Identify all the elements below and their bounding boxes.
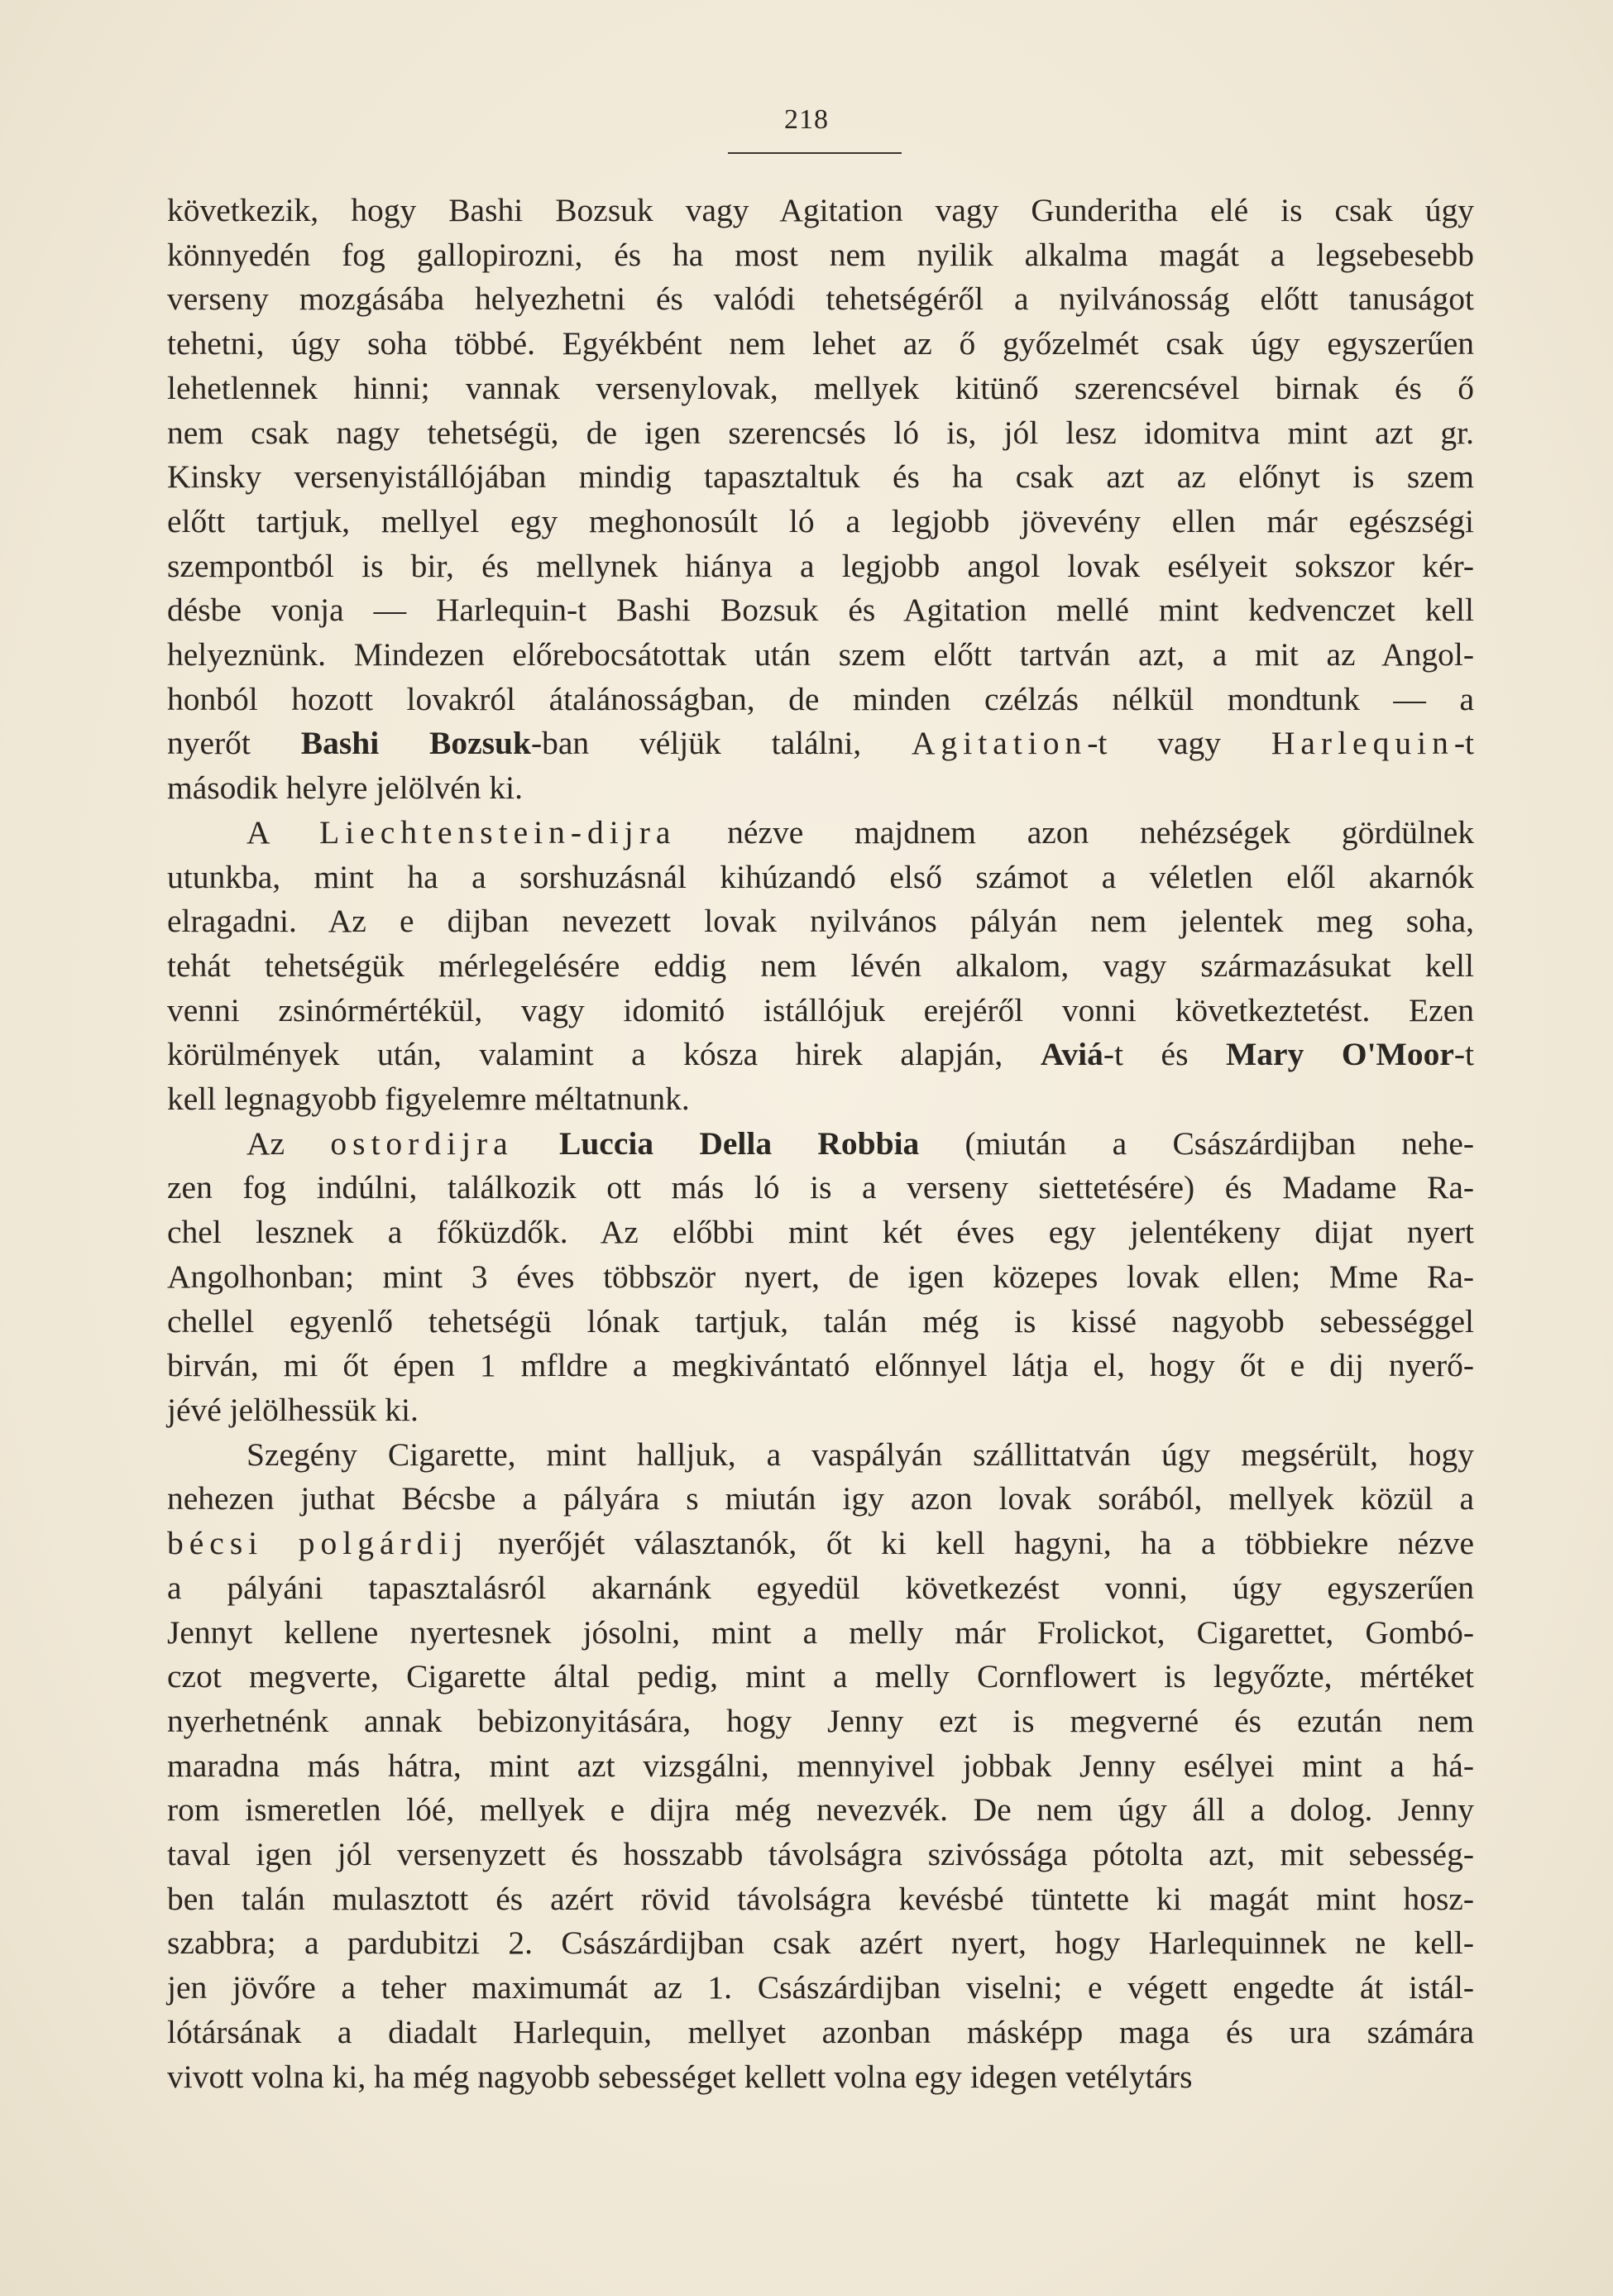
text-line: tehát tehetségük mérlegelésére eddig nem lévén alkalom, vagy származásukat kell [167,947,1474,984]
text-line [167,811,1474,856]
text-segment: -t és [1103,1036,1226,1073]
text-line: tehetni, úgy soha többé. Egyékbént nem lehet az ő győzelmét csak úgy egyszerűen [167,325,1474,362]
bold-name: Luccia Della Robbia [558,1124,920,1162]
spaced-term: Liechtenstein-dijra [319,813,677,851]
text-line [167,1522,1474,1566]
text-line: lehetlennek hinni; vannak versenylovak, mellyek kitünő szerencsével birnak és ő [167,369,1474,406]
text-line [167,1122,1474,1167]
text-line: Jennyt kellene nyertesnek jósolni, mint a melly már Frolickot, Cigarettet, Gombó- [167,1613,1474,1651]
text-line: a pályáni tapasztalásról akarnánk egyedül következést vonni, úgy egyszerűen [167,1569,1474,1606]
text-line: czot megverte, Cigarette által pedig, mint a melly Cornflowert is legyőzte, mértéket [167,1658,1474,1695]
text-line: Angolhonban; mint 3 éves többször nyert, de igen közepes lovak ellen; Mme Ra- [167,1258,1474,1295]
spaced-term: Agitation [912,725,1088,762]
text-segment: -ban véljük találni, [530,725,912,762]
bold-name: Aviá [1040,1036,1103,1073]
text-line: vivott volna ki, ha még nagyobb sebességet kellett volna egy idegen vetélytárs [167,2058,1193,2095]
text-line: nehezen juthat Bécsbe a pályára s miután igy azon lovak sorából, mellyek közül a [167,1480,1474,1517]
text-line: venni zsinórmértékül, vagy idomitó istállójuk erejéről vonni következtetést. Ezen [167,991,1474,1028]
text-segment: -t [1453,1036,1475,1073]
text-line: szempontból is bir, és mellynek hiánya a legjobb angol lovak esélyeit sokszor kér- [167,547,1474,584]
text-line: következik, hogy Bashi Bozsuk vagy Agitation vagy Gunderitha elé is csak úgy [167,192,1474,228]
text-line: désbe vonja — Harlequin-t Bashi Bozsuk és Agitation mellé mint kedvenczet kell [167,592,1474,629]
text-line: ben talán mulasztott és azért rövid távolságra kevésbé tüntette ki magát mint hosz- [167,1880,1474,1917]
text-line: nem csak nagy tehetségü, de igen szerencsés ló is, jól lesz idomitva mint azt gr. [167,414,1474,451]
text-segment: A [246,813,320,851]
text-segment: (miután a Császárdijban nehe- [919,1124,1475,1162]
text-line: jen jövőre a teher maximumát az 1. Császárdijban viselni; e végett engedte át istál- [167,1969,1474,2006]
text-line: szabbra; a pardubitzi 2. Császárdijban csak azért nyert, hogy Harlequinnek ne kell- [167,1925,1474,1962]
body-text [167,189,1474,2099]
page-number: 218 [784,104,829,135]
text-line: rom ismeretlen lóé, mellyek e dijra még nevezvék. De nem úgy áll a dolog. Jenny [167,1791,1474,1829]
bold-name: Bashi Bozsuk [300,725,531,762]
text-line: kell legnagyobb figyelemre méltatnunk. [167,1081,690,1118]
text-line: második helyre jelölvén ki. [167,769,524,807]
text-line: taval igen jól versenyzett és hosszabb távolságra szivóssága pótolta azt, mit sebesség- [167,1836,1474,1873]
spaced-term: Harlequin [1271,725,1454,762]
text-segment: -t [1453,725,1474,762]
text-line [167,721,1474,766]
bold-name: Mary O'Moor [1226,1036,1454,1073]
text-line: elragadni. Az e dijban nevezett lovak nyilvános pályán nem jelentek meg soha, [167,903,1474,940]
text-line [167,1033,1474,1077]
text-line: honból hozott lovakról átalánosságban, de minden czélzás nélkül mondtunk — a [167,680,1474,717]
text-line: könnyedén fog gallopirozni, és ha most nem nyilik alkalma magát a legsebesebb [167,236,1474,273]
text-segment [514,1125,559,1162]
header-rule [728,152,902,154]
text-line: Kinsky versenyistállójában mindig tapasztaltuk és ha csak azt az előnyt is szem [167,458,1474,496]
text-line: zen fog indúlni, találkozik ott más ló is a verseny siettetésére) és Madame Ra- [167,1169,1474,1206]
text-segment: Az [246,1124,331,1162]
text-line: lótársának a diadalt Harlequin, mellyet azonban másképp maga és ura számára [167,2013,1474,2050]
text-line: jévé jelölhessük ki. [167,1391,419,1428]
text-line: birván, mi őt épen 1 mfldre a megkivántató előnnyel látja el, hogy őt e dij nyerő- [167,1347,1474,1384]
text-segment: körülmények után, valamint a kósza hirek alapján, [167,1036,1041,1073]
text-segment: nézve majdnem azon nehézségek gördülnek [676,813,1474,851]
text-segment: nyerőt [167,725,301,762]
text-segment: -t vagy [1087,725,1271,762]
spaced-term: ostordijra [330,1124,514,1162]
text-line: utunkba, mint ha a sorshuzásnál kihúzandó első számot a véletlen elől akarnók [167,858,1474,895]
text-line: előtt tartjuk, mellyel egy meghonosúlt ló a legjobb jövevény ellen már egészségi [167,502,1474,539]
text-line: Szegény Cigarette, mint halljuk, a vaspályán szállittatván úgy megsérült, hogy [246,1436,1474,1473]
text-line: nyerhetnénk annak bebizonyitására, hogy Jenny ezt is megverné és ezután nem [167,1702,1474,1739]
text-line: helyeznünk. Mindezen előrebocsátottak után szem előtt tartván azt, a mit az Angol- [167,636,1474,673]
text-line: chel lesznek a főküzdők. Az előbbi mint két éves egy jelentékeny dijat nyert [167,1214,1474,1251]
text-segment: nyerőjét választanók, őt ki kell hagyni, ha a többiekre nézve [468,1525,1474,1562]
text-line: maradna más hátra, mint azt vizsgálni, mennyivel jobbak Jenny esélyei mint a há- [167,1747,1474,1784]
spaced-term: bécsi polgárdij [167,1525,469,1562]
text-line: chellel egyenlő tehetségü lónak tartjuk, talán még is kissé nagyobb sebességgel [167,1302,1474,1340]
text-line: verseny mozgásába helyezhetni és valódi tehetségéről a nyilvánosság előtt tanuságot [167,280,1474,318]
